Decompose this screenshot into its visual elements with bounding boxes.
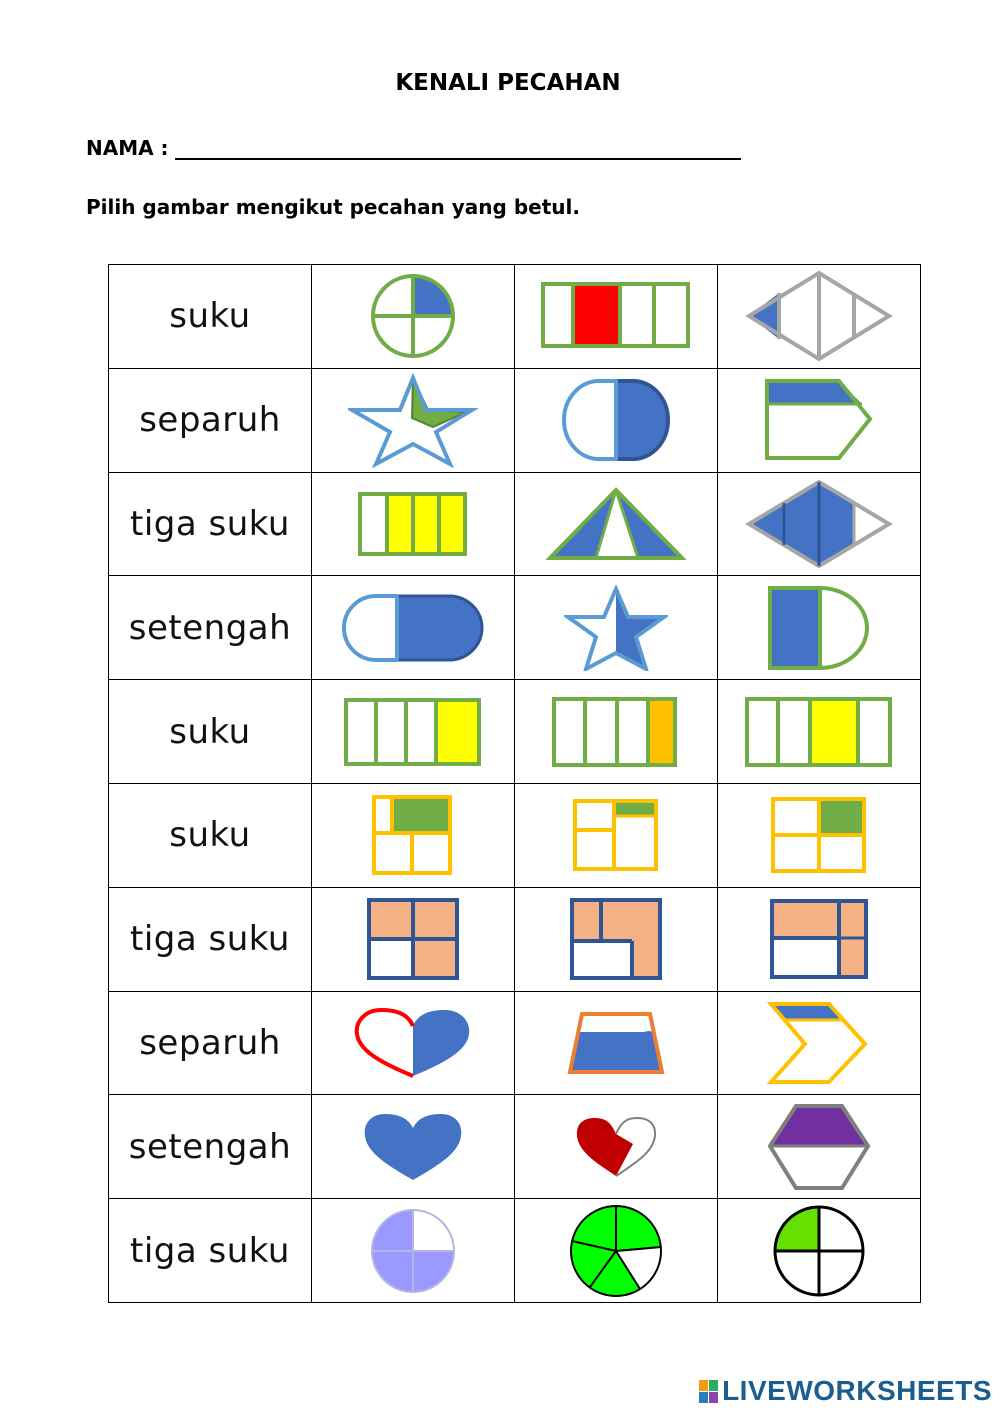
row-label-cell [109,1199,312,1303]
answer-option[interactable] [515,368,718,472]
circle-quarter-lime-icon [771,1203,867,1299]
pentagon-top-shaded-icon [764,378,874,462]
rectangle-three-quarters-yellow-icon [357,491,469,557]
answer-option[interactable] [718,991,921,1095]
answer-option[interactable] [718,680,921,784]
rhombus-three-quarters-shaded-icon [744,479,894,569]
table-row [109,1199,921,1303]
fraction-label: suku [169,296,251,337]
answer-option[interactable] [515,265,718,369]
table-row [109,991,921,1095]
answer-option[interactable] [515,991,718,1095]
table-row [109,265,921,369]
answer-option[interactable] [718,1095,921,1199]
rounded-half-shaded-icon [561,378,671,462]
answer-option[interactable] [515,783,718,887]
table-row [109,783,921,887]
table-row [109,680,921,784]
answer-option[interactable] [515,576,718,680]
brand-logo-icon [699,1380,718,1403]
row-label-cell [109,472,312,576]
square-three-quarters-peach-icon [366,897,460,981]
trapezoid-half-shaded-icon [566,1010,666,1076]
fraction-label: suku [169,711,251,752]
worksheet-title: KENALI PECAHAN [395,70,621,96]
answer-option[interactable] [515,680,718,784]
answer-option[interactable] [718,576,921,680]
heart-half-shaded-icon [353,1008,473,1078]
rectangle-fifth-yellow-icon [744,696,894,768]
answer-option[interactable] [718,783,921,887]
answer-option[interactable] [515,887,718,991]
answer-option[interactable] [312,1199,515,1303]
answer-option[interactable] [312,368,515,472]
answer-option[interactable] [515,1095,718,1199]
table-row [109,368,921,472]
d-shape-half-shaded-icon [767,585,871,671]
capsule-half-shaded-icon [341,593,485,663]
rhombus-quarter-shaded-icon [744,270,894,362]
table-row [109,576,921,680]
rectangle-quarter-yellow-icon [343,697,483,767]
rectangle-narrow-orange-icon [551,696,681,768]
row-label-cell [109,680,312,784]
instruction-text: Pilih gambar mengikut pecahan yang betul. [86,195,580,219]
circle-fifths-green-icon [568,1203,664,1299]
row-label-cell [109,783,312,887]
name-input-line[interactable] [175,136,741,160]
row-label-cell [109,1095,312,1199]
answer-option[interactable] [312,991,515,1095]
fraction-label: separuh [139,1022,281,1063]
row-label-cell [109,368,312,472]
fraction-table [108,264,921,1303]
fraction-label: tiga suku [130,919,290,960]
heart-partly-red-icon [573,1114,659,1180]
fraction-label: suku [169,815,251,856]
answer-option[interactable] [312,265,515,369]
fraction-label: setengah [128,607,292,648]
square-unequal-peach-icon [569,897,663,981]
answer-option[interactable] [515,1199,718,1303]
table-row [109,887,921,991]
answer-option[interactable] [312,887,515,991]
fraction-label: setengah [128,1126,292,1167]
name-label: NAMA : [86,136,169,160]
circle-three-quarters-lavender-icon [368,1206,458,1296]
rectangle-unequal-peach-icon [769,898,869,980]
brand-footer [699,1375,992,1407]
answer-option[interactable] [718,265,921,369]
star-partly-shaded-icon [348,372,478,468]
answer-option[interactable] [718,472,921,576]
row-label-cell [109,991,312,1095]
answer-option[interactable] [718,887,921,991]
chevron-partly-shaded-icon [767,1000,871,1086]
row-label-cell [109,887,312,991]
triangle-partly-shaded-icon [546,486,686,562]
row-label-cell [109,576,312,680]
heart-fully-shaded-icon [361,1112,465,1182]
answer-option[interactable] [515,472,718,576]
square-grid-small-green-icon [572,798,660,872]
rectangle-fifth-red-icon [540,281,692,351]
hexagon-half-purple-icon [766,1102,872,1192]
table-row [109,1095,921,1199]
brand-name: LIVEWORKSHEETS [722,1375,992,1406]
name-row [86,136,741,160]
answer-option[interactable] [312,783,515,887]
star-half-shaded-icon [564,585,668,671]
row-label-cell [109,265,312,369]
square-grid-quarter-green-icon [371,794,455,876]
table-row [109,472,921,576]
fraction-label: tiga suku [130,503,290,544]
answer-option[interactable] [312,1095,515,1199]
answer-option[interactable] [312,680,515,784]
answer-option[interactable] [718,368,921,472]
answer-option[interactable] [312,472,515,576]
answer-option[interactable] [718,1199,921,1303]
circle-quarter-shaded-icon [363,271,463,361]
answer-option[interactable] [312,576,515,680]
fraction-label: tiga suku [130,1230,290,1271]
fraction-label: separuh [139,400,281,441]
square-grid-quarter-green-alt-icon [770,796,868,874]
